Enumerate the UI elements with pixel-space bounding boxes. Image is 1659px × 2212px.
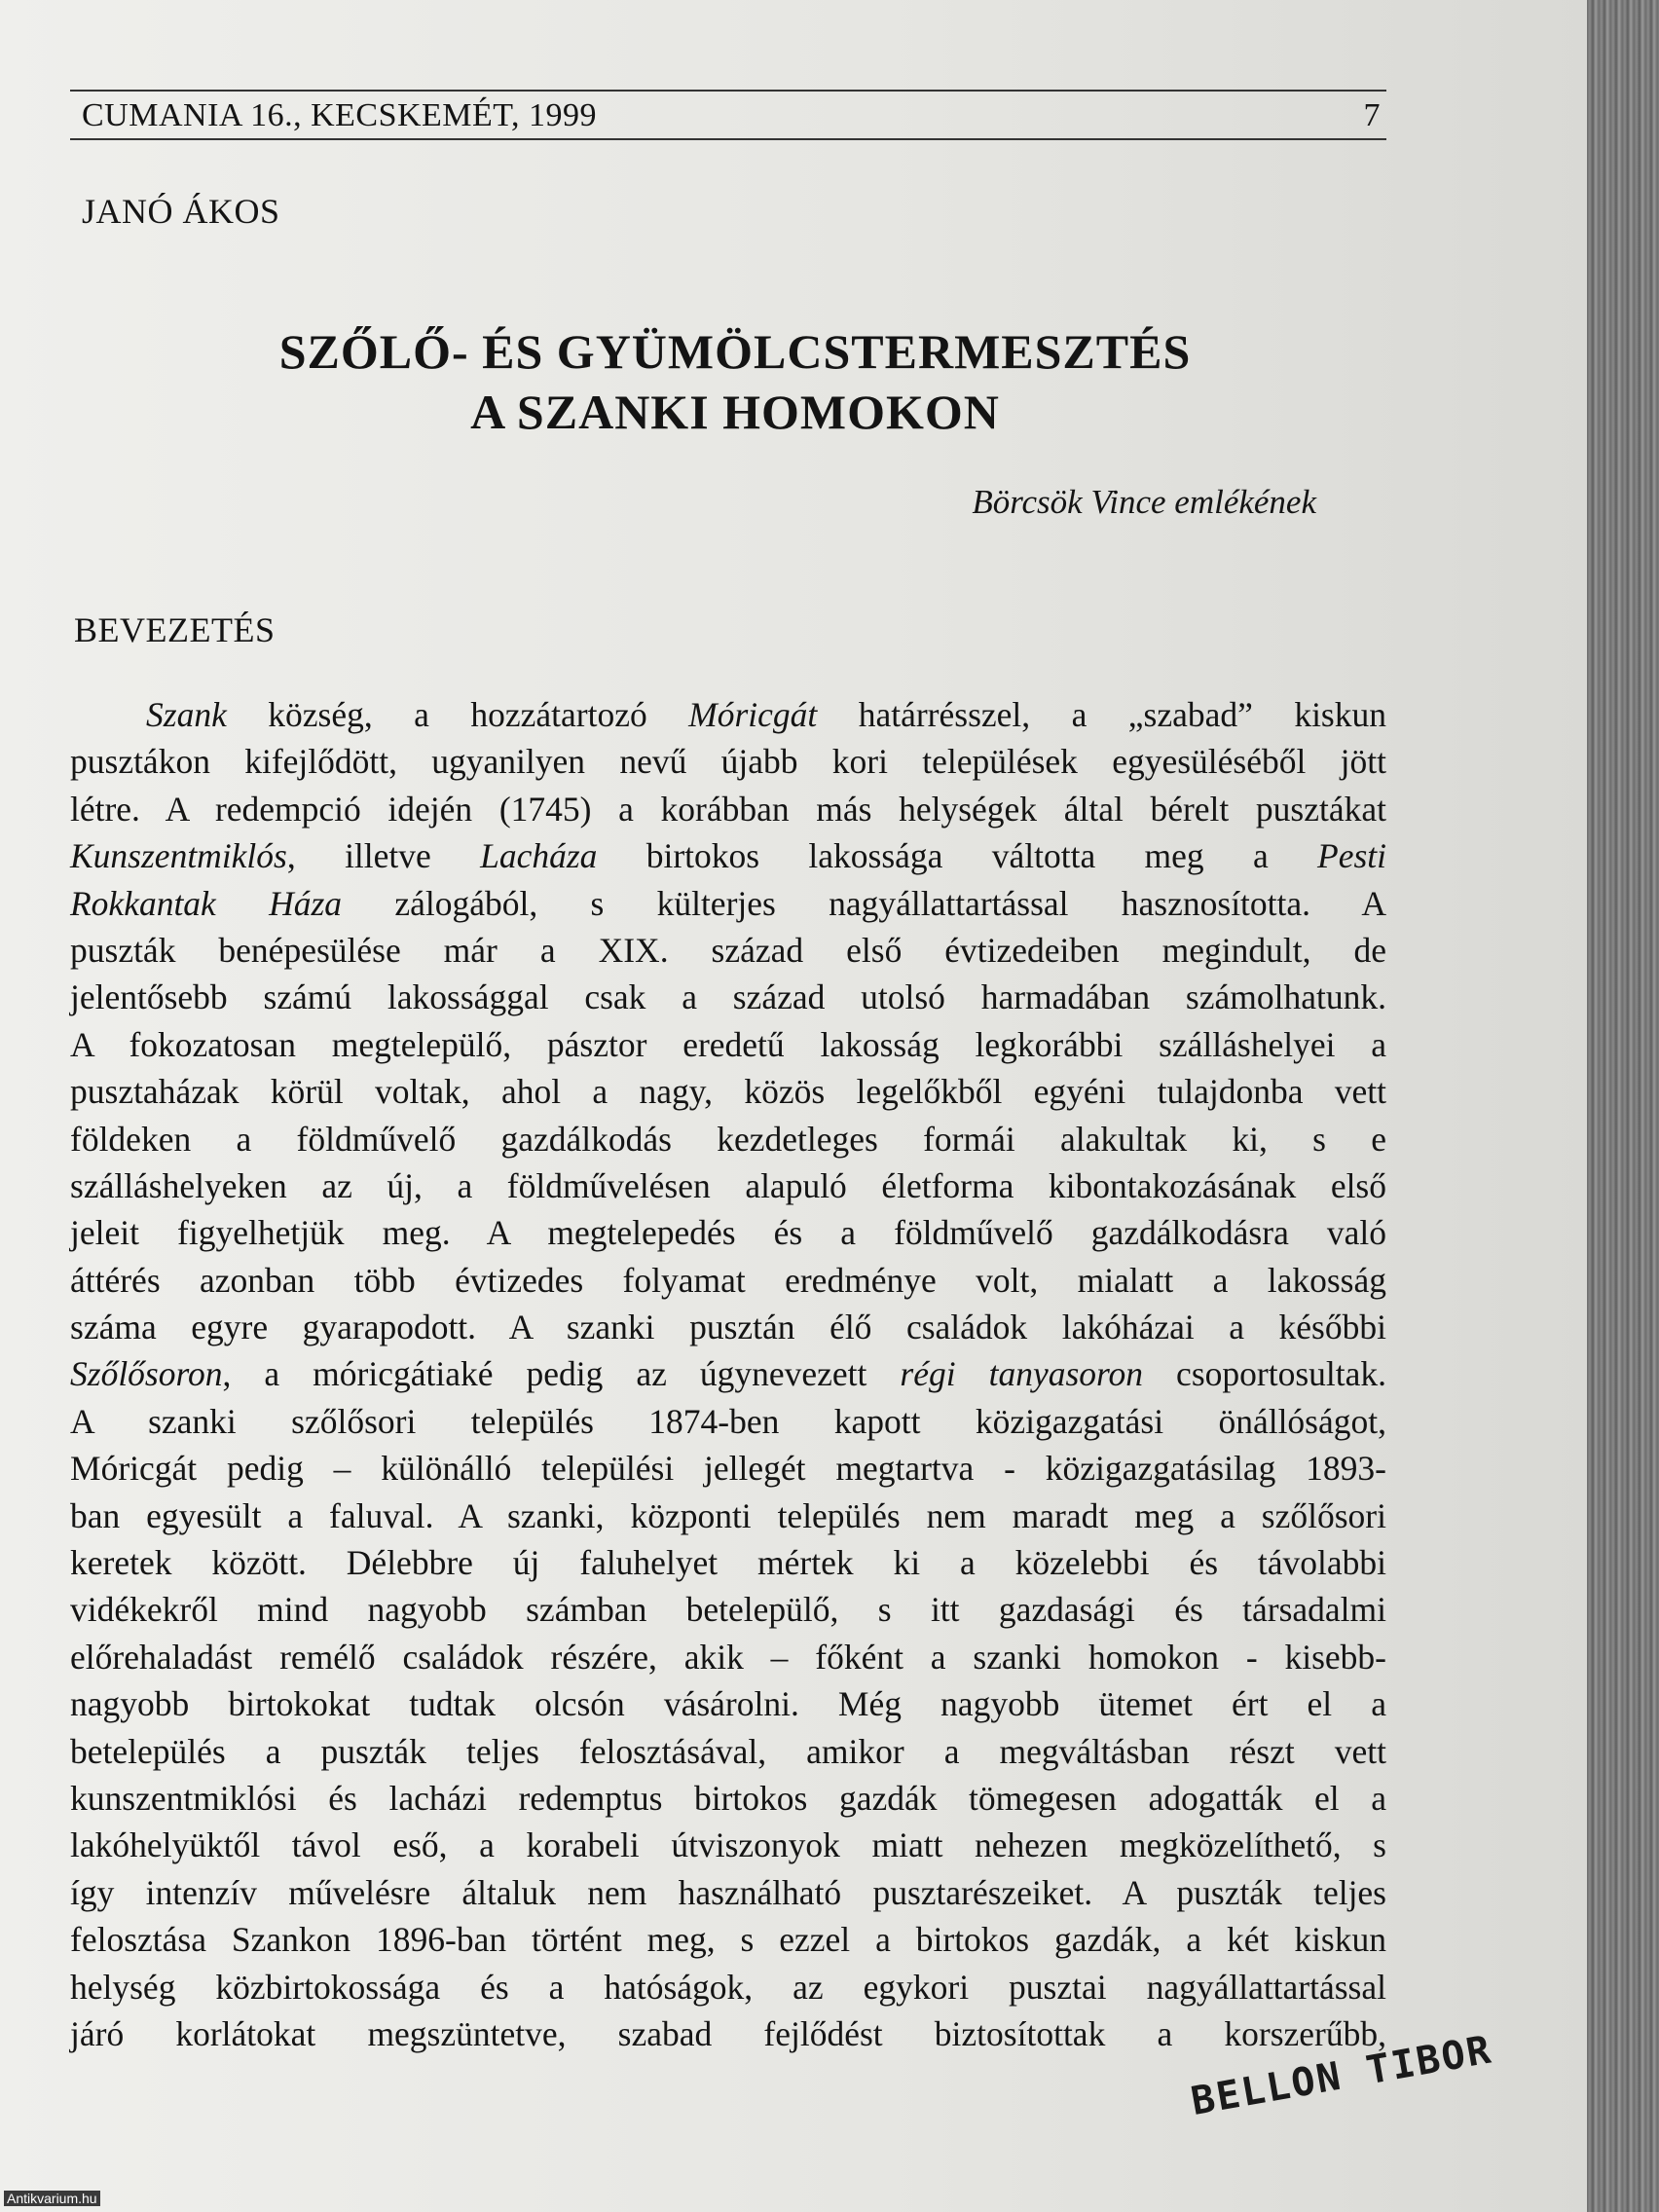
running-header	[70, 90, 1386, 140]
body-line: száma egyre gyarapodott. A szanki pusztán élő családok lakóházai a későbbi	[70, 1308, 1386, 1347]
journal-citation: CUMANIA 16., KECSKEMÉT, 1999	[82, 97, 598, 133]
body-line: Móricgát pedig – különálló települési jellegét megtartva - közigazgatásilag 1893-	[70, 1449, 1386, 1489]
body-line: így intenzív művelésre általuk nem használható pusztarészeiket. A puszták teljes	[70, 1872, 1386, 1912]
body-line: lakóhelyüktől távol eső, a korabeli útviszonyok miatt nehezen megközelíthető, s	[70, 1825, 1386, 1865]
body-text	[70, 691, 1386, 2057]
body-line: áttérés azonban több évtizedes folyamat eredménye volt, mialatt a lakosság	[70, 1260, 1386, 1300]
dedication: Börcsök Vince emlékének	[972, 483, 1316, 521]
body-line: pusztákon kifejlődött, ugyanilyen nevű újabb kori települések egyesüléséből jött	[70, 742, 1386, 782]
body-line: betelepülés a puszták teljes felosztásával, amikor a megváltásban részt vett	[70, 1731, 1386, 1771]
body-line: vidékekről mind nagyobb számban betelepülő, s itt gazdasági és társadalmi	[70, 1590, 1386, 1630]
body-line: keretek között. Délebbre új faluhelyet mértek ki a közelebbi és távolabbi	[70, 1543, 1386, 1583]
body-line: kunszentmiklósi és lacházi redemptus birtokos gazdák tömegesen adogatták el a	[70, 1778, 1386, 1818]
page-number: 7	[1363, 97, 1381, 133]
body-line: Szőlősoron, a móricgátiaké pedig az úgynevezett régi tanyasoron csoportosultak.	[70, 1354, 1386, 1394]
body-line: pusztaházak körül voltak, ahol a nagy, közös legelőkből egyéni tulajdonba vett	[70, 1072, 1386, 1112]
italic-term: Szank	[146, 695, 227, 734]
italic-term: Móricgát	[688, 695, 818, 734]
body-line: járó korlátokat megszüntetve, szabad fejlődést biztosítottak a korszerűbb,	[70, 2013, 1386, 2053]
italic-term: Szőlősoron	[70, 1354, 223, 1394]
italic-term: Lacháza	[480, 836, 598, 876]
body-line: Szank község, a hozzátartozó Móricgát határrésszel, a „szabad” kiskun	[146, 695, 1386, 734]
page-edge-stack	[1587, 0, 1659, 2212]
italic-term: régi tanyasoron	[900, 1354, 1144, 1394]
body-line: felosztása Szankon 1896-ban történt meg, s ezzel a birtokos gazdák, a két kiskun	[70, 1920, 1386, 1960]
body-line: ban egyesült a faluval. A szanki, központi település nem maradt meg a szőlősori	[70, 1495, 1386, 1535]
body-line: Kunszentmiklós, illetve Lacháza birtokos lakossága váltotta meg a Pesti	[70, 836, 1386, 876]
body-line: jeleit figyelhetjük meg. A megtelepedés és a földművelő gazdálkodásra való	[70, 1213, 1386, 1253]
body-line: puszták benépesülése már a XIX. század első évtizedeiben megindult, de	[70, 930, 1386, 970]
body-line: szálláshelyeken az új, a földművelésen alapuló életforma kibontakozásának első	[70, 1165, 1386, 1205]
body-line: A szanki szőlősori település 1874-ben kapott közigazgatási önállóságot,	[70, 1401, 1386, 1441]
body-line: létre. A redempció idején (1745) a korábban más helységek által bérelt pusztákat	[70, 789, 1386, 829]
body-line: helység közbirtokossága és a hatóságok, az egykori pusztai nagyállattartással	[70, 1967, 1386, 2007]
body-line: A fokozatosan megtelepülő, pásztor eredetű lakosság legkorábbi szálláshelyei a	[70, 1024, 1386, 1064]
owner-stamp: BELLON TIBOR	[1188, 2027, 1496, 2124]
article-title-line-1: SZŐLŐ- ÉS GYÜMÖLCSTERMESZTÉS	[278, 324, 1192, 379]
section-heading: BEVEZETÉS	[74, 610, 276, 649]
body-line: előrehaladást remélő családok részére, akik – főként a szanki homokon - kisebb-	[70, 1637, 1386, 1677]
body-line: földeken a földművelő gazdálkodás kezdetleges formái alakultak ki, s e	[70, 1119, 1386, 1159]
body-line: Rokkantak Háza zálogából, s külterjes nagyállattartással hasznosította. A	[70, 883, 1386, 923]
body-line: jelentősebb számú lakossággal csak a század utolsó harmadában számolhatunk.	[70, 977, 1386, 1017]
article-title-line-2: A SZANKI HOMOKON	[470, 385, 1000, 439]
watermark: Antikvarium.hu	[4, 2191, 100, 2206]
italic-term: Kunszentmiklós	[70, 836, 287, 876]
italic-term: Rokkantak Háza	[70, 883, 343, 923]
author-name: JANÓ ÁKOS	[82, 192, 280, 231]
body-line: nagyobb birtokokat tudtak olcsón vásárolni. Még nagyobb ütemet ért el a	[70, 1684, 1386, 1724]
italic-term: Pesti	[1317, 836, 1386, 876]
